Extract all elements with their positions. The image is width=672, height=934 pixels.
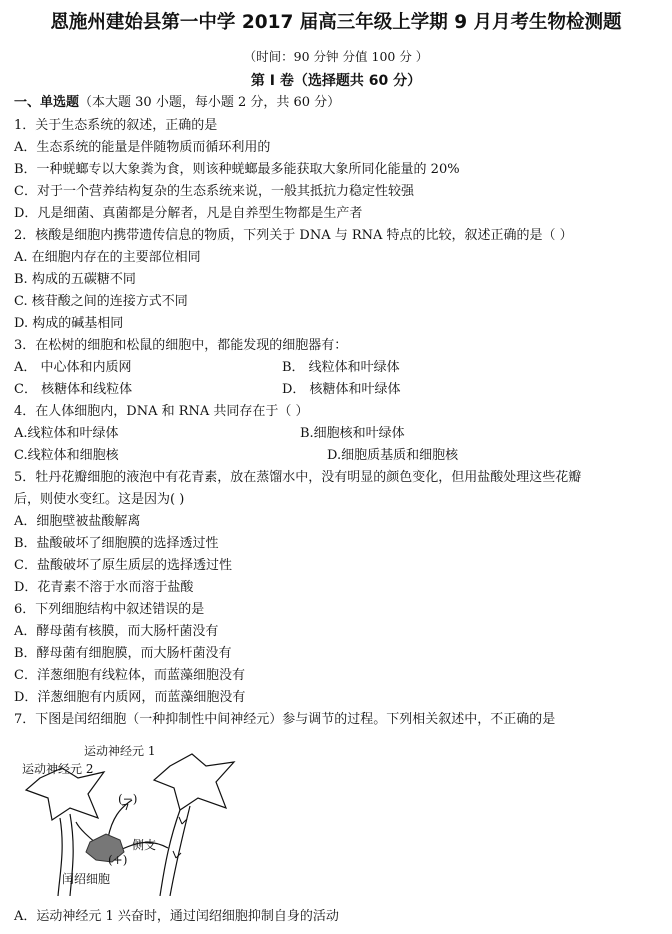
q2-option-a: A. 在细胞内存在的主要部位相同 — [14, 250, 201, 265]
section-label: 一、单选题 — [14, 95, 80, 110]
q6-option-c: C．洋葱细胞有线粒体，而蓝藻细胞没有 — [14, 668, 245, 683]
label-branch: 侧支 — [132, 838, 157, 852]
q2-option-c: C. 核苷酸之间的连接方式不同 — [14, 294, 188, 309]
q4-option-c: C.线粒体和细胞核 — [14, 448, 119, 463]
q7-option-a: A．运动神经元 1 兴奋时，通过闰绍细胞抑制自身的活动 — [14, 909, 339, 924]
q2-option-b: B. 构成的五碳糖不同 — [14, 272, 136, 287]
question-6: 6．下列细胞结构中叙述错误的是 — [14, 602, 205, 617]
question-2: 2．核酸是细胞内携带遗传信息的物质，下列关于 DNA 与 RNA 特点的比较，叙述正确的是（ ） — [14, 228, 573, 243]
q3-option-a: A． 中心体和内质网 — [14, 360, 132, 375]
question-3: 3．在松树的细胞和松鼠的细胞中，都能发现的细胞器有： — [14, 338, 348, 353]
exam-title: 恩施州建始县第一中学 2017 届高三年级上学期 9 月月考生物检测题 — [50, 12, 622, 33]
q6-option-b: B．酵母菌有细胞膜，而大肠杆菌没有 — [14, 646, 232, 661]
q5-option-d: D．花青素不溶于水而溶于盐酸 — [14, 580, 194, 595]
q3-option-c: C． 核糖体和线粒体 — [14, 382, 133, 397]
q2-option-d: D. 构成的碱基相同 — [14, 316, 124, 331]
motor-neuron-1-body — [154, 754, 234, 810]
question-4: 4．在人体细胞内，DNA 和 RNA 共同存在于（ ） — [14, 404, 309, 419]
label-motor-neuron-2: 运动神经元 2 — [22, 762, 94, 776]
section-heading — [14, 94, 340, 112]
arrow-down-2 — [173, 851, 181, 858]
q1-option-b: B．一种蜣螂专以大象粪为食，则该种蜣螂最多能获取大象所同化能量的 20% — [14, 162, 460, 177]
label-motor-neuron-1: 运动神经元 1 — [84, 744, 156, 758]
part-heading: 第 I 卷（选择题共 60 分） — [250, 73, 422, 89]
question-5-cont: 后，则使水变红。这是因为( ) — [14, 492, 185, 507]
label-renshaw-cell: 闰绍细胞 — [62, 872, 111, 886]
q6-option-d: D．洋葱细胞有内质网，而蓝藻细胞没有 — [14, 690, 246, 705]
exam-info: （时间：90 分钟 分值 100 分 ） — [243, 49, 429, 64]
question-5: 5．牡丹花瓣细胞的液泡中有花青素，放在蒸馏水中，没有明显的颜色变化，但用盐酸处理这些花瓣 — [14, 470, 582, 485]
q1-option-a: A．生态系统的能量是伴随物质而循环利用的 — [14, 140, 271, 155]
q6-option-a: A．酵母菌有核膜，而大肠杆菌没有 — [14, 624, 219, 639]
section-note: （本大题 30 小题，每小题 2 分，共 60 分） — [79, 95, 341, 110]
question-1: 1．关于生态系统的叙述，正确的是 — [14, 118, 218, 133]
q5-option-c: C．盐酸破坏了原生质层的选择透过性 — [14, 558, 232, 573]
q1-option-c: C．对于一个营养结构复杂的生态系统来说，一般其抵抗力稳定性较强 — [14, 184, 414, 199]
q5-option-a: A．细胞壁被盐酸解离 — [14, 514, 141, 529]
label-inhibit-sign: (−) — [118, 792, 138, 806]
q4-option-b: B.细胞核和叶绿体 — [300, 426, 405, 441]
q4-option-d: D.细胞质基质和细胞核 — [327, 448, 459, 463]
neuron-diagram — [20, 738, 260, 896]
label-excite-sign: (+) — [108, 853, 128, 867]
q3-option-d: D． 核糖体和叶绿体 — [282, 382, 401, 397]
q3-option-b: B． 线粒体和叶绿体 — [282, 360, 400, 375]
question-7: 7．下图是闰绍细胞（一种抑制性中间神经元）参与调节的过程。下列相关叙述中，不正确的是 — [14, 712, 556, 727]
q1-option-d: D．凡是细菌、真菌都是分解者，凡是自养型生物都是生产者 — [14, 206, 363, 221]
q4-option-a: A.线粒体和叶绿体 — [14, 426, 119, 441]
axon-1-left — [160, 810, 180, 896]
q5-option-b: B．盐酸破坏了细胞膜的选择透过性 — [14, 536, 219, 551]
